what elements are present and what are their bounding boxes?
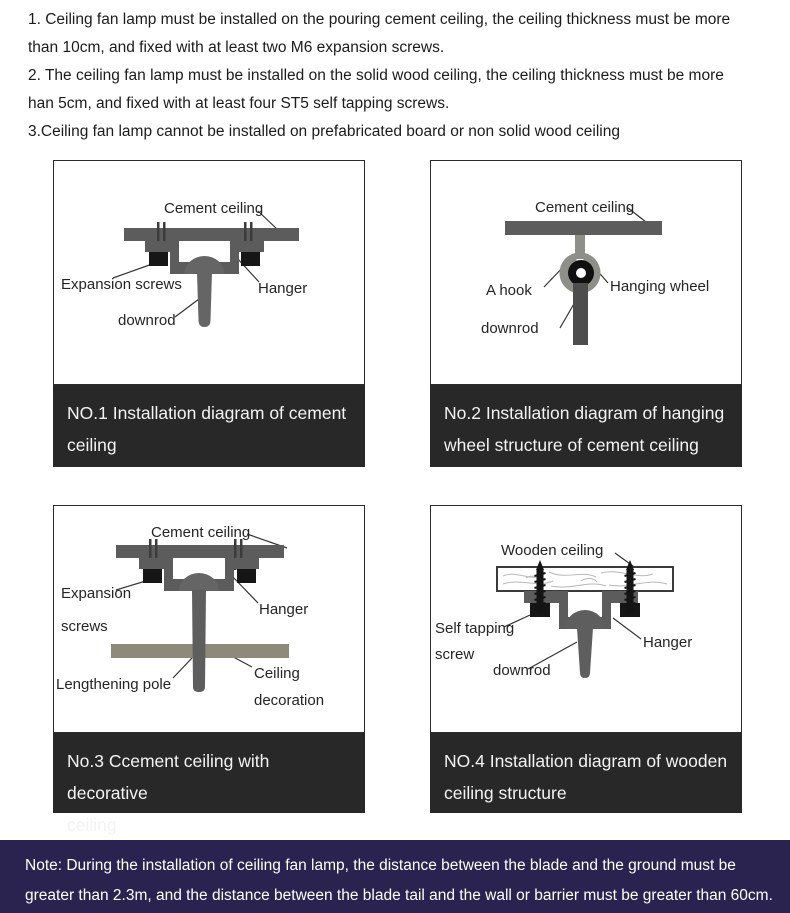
label-hanger: Hanger (258, 280, 308, 297)
caption-no1 (53, 385, 365, 467)
caption-line: NO.4 Installation diagram of wooden (444, 751, 728, 771)
caption-line: ceiling (67, 815, 117, 835)
wheel-hole (576, 268, 586, 278)
note-banner (0, 840, 790, 913)
caption-no4 (430, 733, 742, 813)
caption-line: ceiling (67, 435, 117, 455)
label-cement-ceiling: Cement ceiling (151, 524, 251, 541)
downrod-ball (185, 256, 225, 274)
cement-ceiling-bar (116, 545, 284, 558)
downrod-shape (577, 628, 593, 678)
instruction-line: 3.Ceiling fan lamp cannot be installed on prefabricated board or non solid wood ceiling (28, 123, 620, 140)
label-a-hook: A hook (486, 282, 532, 299)
label-self-tapping-line1: Self tapping (435, 620, 515, 637)
caption-line: NO.1 Installation diagram of cement (67, 403, 347, 423)
instruction-line: than 10cm, and fixed with at least two M6 expansion screws. (28, 39, 445, 56)
instruction-line: 2. The ceiling fan lamp must be installed on the solid wood ceiling, the ceiling thickness must be more (28, 67, 724, 84)
instruction-line: 1. Ceiling fan lamp must be installed on the pouring cement ceiling, the ceiling thickness must be more (28, 11, 731, 28)
label-wooden-ceiling: Wooden ceiling (501, 542, 604, 559)
diagram-decorative-ceiling (53, 505, 365, 733)
caption-line: No.2 Installation diagram of hanging (444, 403, 725, 423)
label-downrod: downrod (481, 320, 539, 337)
label-self-tapping-line2: screw (435, 646, 475, 663)
diagram-4-graphic (431, 506, 741, 732)
diagram-cement-ceiling (53, 160, 365, 385)
label-ceiling-decoration-line1: Ceiling (254, 665, 300, 682)
caption-line: wheel structure of cement ceiling (444, 435, 699, 455)
diagram-hanging-wheel (430, 160, 742, 385)
caption-no3 (53, 733, 365, 835)
label-cement-ceiling: Cement ceiling (164, 200, 264, 217)
label-downrod: downrod (118, 312, 176, 329)
label-hanger: Hanger (259, 601, 309, 618)
instruction-line: han 5cm, and fixed with at least four ST5 self tapping screws. (28, 95, 450, 112)
label-expansion-screws-line2: screws (61, 618, 108, 635)
hook-stem (575, 235, 585, 259)
diagram-wooden-ceiling (430, 505, 742, 733)
label-hanging-wheel: Hanging wheel (610, 278, 710, 295)
caption-line: No.3 Ccement ceiling with decorative (67, 751, 270, 803)
cement-ceiling-bar (505, 221, 662, 235)
caption-line: ceiling structure (444, 783, 567, 803)
note-line: greater than 2.3m, and the distance between the blade tail and the wall or barrier must be greater than 60cm. (25, 887, 773, 904)
label-ceiling-decoration-line2: decoration (254, 692, 325, 709)
label-expansion-screws: Expansion screws (61, 276, 182, 293)
lengthening-pole-shape (192, 590, 206, 692)
instructions-text (28, 6, 768, 146)
label-lengthening-pole: Lengthening pole (56, 676, 172, 693)
label-cement-ceiling: Cement ceiling (535, 199, 635, 216)
caption-no2 (430, 385, 742, 467)
downrod-ball (179, 573, 219, 591)
diagram-1-graphic (54, 161, 364, 384)
downrod-shape (197, 273, 212, 327)
label-hanger: Hanger (643, 634, 693, 651)
downrod-shape (573, 283, 588, 345)
cement-ceiling-bar (124, 228, 299, 241)
label-downrod: downrod (493, 662, 551, 679)
note-line: Note: During the installation of ceiling fan lamp, the distance between the blade and the ground must be (25, 857, 736, 874)
label-expansion-screws-line1: Expansion (61, 585, 132, 602)
diagram-2-graphic (431, 161, 741, 384)
downrod-ball (565, 610, 605, 629)
